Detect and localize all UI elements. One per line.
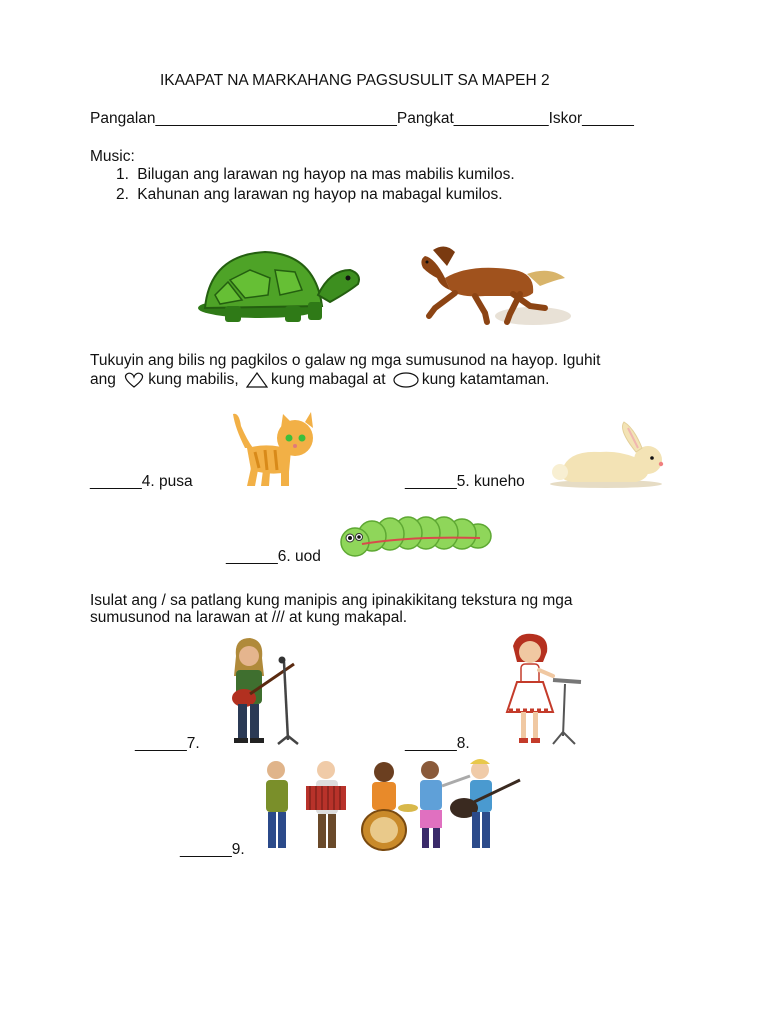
music-label: Music: <box>90 148 135 165</box>
question-6: ______6. uod <box>226 548 321 565</box>
question-5: ______5. kuneho <box>405 473 525 490</box>
section2-line2-d: kung katamtaman. <box>421 371 550 388</box>
section3-line2: sumusunod na larawan at /// at kung makapal. <box>90 609 408 626</box>
horse-icon <box>415 238 575 328</box>
question-9: ______9. <box>180 841 245 858</box>
music-item-2 <box>116 186 503 204</box>
question-7: ______7. <box>135 735 200 752</box>
section2-line1: Tukuyin ang bilis ng pagkilos o galaw ng mga sumusunod na hayop. Iguhit <box>90 352 601 369</box>
singer-icon <box>487 632 585 750</box>
guitarist-icon <box>222 636 304 748</box>
name-group-score-line: Pangalan____________________________Pangkat___________Iskor______ <box>90 110 634 127</box>
caterpillar-icon <box>340 512 492 562</box>
music-item-1-text: Bilugan ang larawan ng hayop na mas mabilis kumilos. <box>137 166 515 183</box>
page-title: IKAAPAT NA MARKAHANG PAGSUSULIT SA MAPEH 2 <box>160 72 550 89</box>
section2-line2-a: ang <box>90 371 116 388</box>
music-item-1-num: 1. <box>116 166 129 183</box>
oval-icon <box>393 372 419 388</box>
music-item-2-text: Kahunan ang larawan ng hayop na mabagal kumilos. <box>137 186 503 203</box>
triangle-icon <box>246 372 268 388</box>
heart-icon <box>123 372 145 388</box>
question-4: ______4. pusa <box>90 473 193 490</box>
turtle-icon <box>190 240 365 325</box>
question-8: ______8. <box>405 735 470 752</box>
rabbit-icon <box>548 418 673 490</box>
music-item-1 <box>116 166 515 184</box>
band-icon <box>258 756 532 856</box>
section2-line2-c: kung mabagal at <box>270 371 386 388</box>
cat-icon <box>225 408 320 490</box>
section2-line2-b: kung mabilis, <box>148 371 239 388</box>
music-item-2-num: 2. <box>116 186 129 203</box>
section2-line2 <box>90 371 549 389</box>
section3-line1: Isulat ang / sa patlang kung manipis ang ipinakikitang tekstura ng mga <box>90 592 573 609</box>
